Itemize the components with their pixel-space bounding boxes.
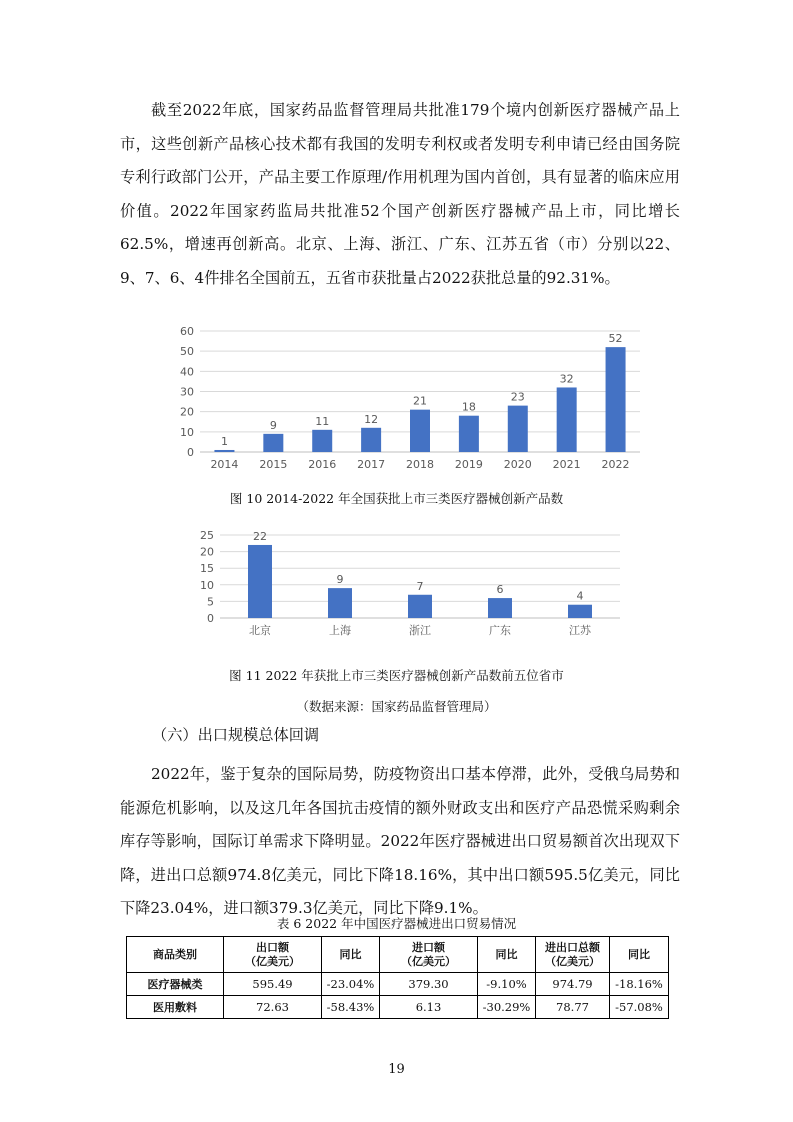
table-header-row [127,937,669,973]
header-text: （亿美元） [545,954,600,968]
x-tick-label: 上海 [329,624,351,637]
data-label: 52 [608,332,623,346]
y-tick-label: 10 [180,425,194,439]
table-cell: 72.63 [224,996,322,1019]
bar-2018 [410,410,430,452]
bar-2019 [459,416,479,452]
x-tick-label: 江苏 [569,624,591,637]
bar-浙江 [408,595,432,618]
data-label: 22 [253,529,267,543]
table-header-cell [536,937,610,973]
bar-北京 [248,545,272,618]
bar-2014 [214,450,234,452]
table-row [127,996,669,1019]
table-header-cell [478,937,536,973]
paragraph-export-trade: 2022年，鉴于复杂的国际局势，防疫物资出口基本停滞，此外，受俄乌局势和能源危机影响，以及这几年各国抗击疫情的额外财政支出和医疗产品恐慌采购剩余库存等影响，国际订单需求下降明显。2022年医疗器械进出口贸易额首次出现双下降，进出口总额974.8亿美元，同比下降18.16%，其中出口额595.5亿美元，同比下降23.04%，进口额379.3亿美元，同比下降9.1%。 [120,765,680,917]
paragraph-innovation-approvals: 截至2022年底，国家药品监督管理局共批准179个境内创新医疗器械产品上市，这些创新产品核心技术都有我国的发明专利权或者发明专利申请已经由国务院专利行政部门公开，产品主要工作原理/作用机理为国内首创，具有显著的临床应用价值。2022年国家药监局共批准52个国产创新医疗器械产品上市，同比增长62.5%，增速再创新高。北京、上海、浙江、广东、江苏五省（市）分别以22、9、7、6、4件排名全国前五，五省市获批量占2022获批总量的92.31%。 [120,101,680,287]
data-label: 23 [510,390,525,404]
y-tick-label: 30 [180,385,194,399]
row-category-cell: 医用敷料 [127,996,224,1019]
header-text: 同比 [628,947,650,961]
x-tick-label: 2017 [357,458,386,471]
data-source-note: （数据来源：国家药品监督管理局） [296,699,497,714]
y-tick-label: 25 [200,529,214,542]
table-6-caption: 表 6 2022 年中国医疗器械进出口贸易情况 [276,916,517,931]
table-header-cell [610,937,669,973]
data-label: 9 [336,573,344,587]
table-cell: 974.79 [536,973,610,996]
figure-10-caption: 图 10 2014-2022 年全国获批上市三类医疗器械创新产品数 [229,491,564,506]
table-cell: 595.49 [224,973,322,996]
data-label: 6 [496,583,504,597]
y-tick-label: 5 [207,595,214,609]
chart-national-approvals-2014-2022 [160,318,650,478]
table-cell: -9.10% [478,973,536,996]
x-tick-label: 广东 [489,624,511,637]
bar-2017 [361,428,381,452]
bar-江苏 [568,605,592,618]
bar-广东 [488,598,512,618]
x-tick-label: 2015 [259,458,288,471]
header-text: 商品类别 [153,947,197,961]
header-text: 出口额 [256,940,289,954]
x-tick-label: 2018 [406,458,434,471]
x-tick-label: 浙江 [409,624,431,637]
y-tick-label: 0 [207,612,214,625]
header-text: （亿美元） [245,954,300,968]
trade-table [126,936,669,1019]
y-tick-label: 50 [180,345,194,359]
table-header-cell [224,937,322,973]
y-tick-label: 20 [180,405,194,419]
header-text: 同比 [339,947,362,961]
table-cell: 6.13 [380,996,478,1019]
table-cell: -30.29% [478,996,536,1019]
data-label: 11 [315,414,330,428]
bar-2020 [508,406,528,452]
data-label: 12 [364,412,379,426]
table-cell: 379.30 [380,973,478,996]
y-tick-label: 15 [200,562,214,576]
y-tick-label: 10 [200,578,214,592]
data-label: 18 [461,400,476,414]
x-tick-label: 2019 [454,458,483,471]
x-tick-label: 2021 [552,458,581,471]
data-label: 7 [416,579,424,593]
header-text: 同比 [495,947,518,961]
page-number: 19 [388,1062,405,1077]
bar-上海 [328,588,352,618]
section-heading: （六）出口规模总体回调 [152,726,320,744]
y-tick-label: 20 [200,545,214,559]
chart-top5-provinces-2022 [180,522,630,647]
table-cell: -18.16% [610,973,669,996]
bar-2016 [312,430,332,452]
table-header-cell [380,937,478,973]
y-tick-label: 40 [180,365,194,379]
x-tick-label: 2022 [601,458,630,471]
table-cell: -57.08% [610,996,669,1019]
row-category-cell: 医疗器械类 [127,973,224,996]
bar-2022 [606,347,626,452]
table-body [127,973,669,1019]
table-header-cell [322,937,380,973]
table-cell: -23.04% [322,973,380,996]
x-tick-label: 2020 [503,458,532,471]
x-tick-label: 2014 [210,458,239,471]
y-tick-label: 0 [187,446,194,459]
data-label: 4 [576,589,584,603]
x-tick-label: 北京 [249,624,271,637]
header-text: 进口额 [412,940,445,954]
table-cell: -58.43% [322,996,380,1019]
figure-11-caption: 图 11 2022 年获批上市三类医疗器械创新产品数前五位省市 [229,668,564,683]
y-tick-label: 60 [180,325,194,338]
table-header-cell [127,937,224,973]
header-text: 进出口总额 [545,940,600,954]
data-label: 21 [413,394,427,408]
x-tick-label: 2016 [308,458,337,471]
bar-2015 [263,434,283,452]
data-label: 9 [269,418,277,432]
table-cell: 78.77 [536,996,610,1019]
data-label: 1 [220,434,228,448]
table-row [127,973,669,996]
bar-2021 [557,387,577,452]
data-label: 32 [559,372,574,386]
header-text: （亿美元） [401,954,456,968]
